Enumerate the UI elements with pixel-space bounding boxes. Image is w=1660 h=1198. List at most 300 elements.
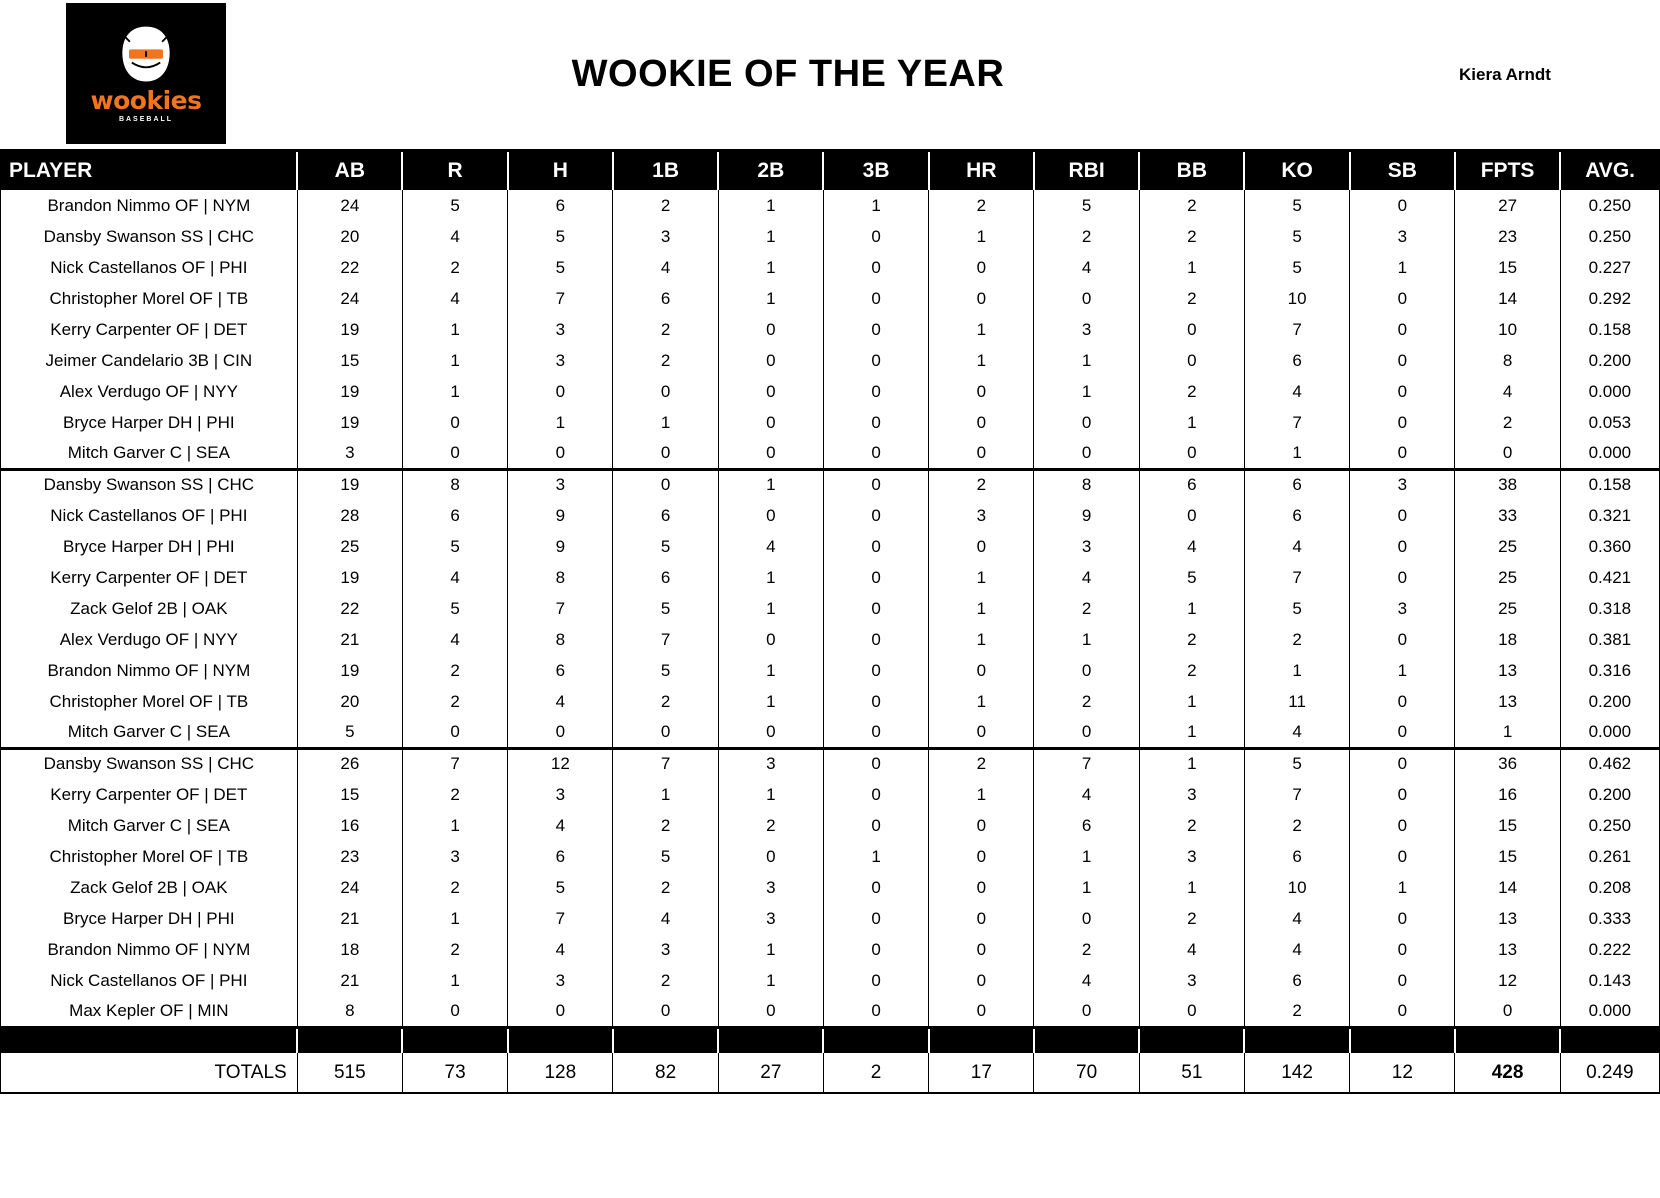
stat-cell-3b: 0	[823, 221, 928, 252]
stat-cell-rbi: 2	[1034, 593, 1139, 624]
stat-cell-2b: 0	[718, 314, 823, 345]
stat-cell-avg: 0.421	[1560, 562, 1659, 593]
stat-cell-ab: 18	[297, 934, 402, 965]
stat-cell-r: 5	[402, 190, 507, 221]
table-row	[1, 438, 1660, 469]
stat-cell-ko: 7	[1244, 562, 1349, 593]
stat-cell-sb: 0	[1350, 407, 1455, 438]
table-row	[1, 779, 1660, 810]
stat-cell-rbi: 9	[1034, 500, 1139, 531]
stat-cell-r: 0	[402, 438, 507, 469]
table-header-row	[1, 152, 1660, 190]
stat-cell-1b: 6	[613, 283, 718, 314]
stat-cell-3b: 0	[823, 314, 928, 345]
totals-rbi: 70	[1034, 1053, 1139, 1093]
stat-cell-sb: 0	[1350, 903, 1455, 934]
stat-cell-rbi: 0	[1034, 717, 1139, 748]
stat-cell-bb: 5	[1139, 562, 1244, 593]
stat-cell-h: 3	[508, 469, 613, 500]
stat-cell-3b: 0	[823, 810, 928, 841]
stat-cell-avg: 0.261	[1560, 841, 1659, 872]
stat-cell-ab: 19	[297, 655, 402, 686]
stat-cell-bb: 0	[1139, 345, 1244, 376]
stat-cell-bb: 1	[1139, 593, 1244, 624]
table-row	[1, 655, 1660, 686]
stat-cell-ko: 2	[1244, 996, 1349, 1027]
stat-cell-ko: 6	[1244, 965, 1349, 996]
stat-cell-2b: 1	[718, 562, 823, 593]
column-header-bb: BB	[1139, 152, 1244, 190]
stat-cell-sb: 0	[1350, 500, 1455, 531]
totals-3b: 2	[823, 1053, 928, 1093]
player-name-cell: Alex Verdugo OF | NYY	[1, 624, 298, 655]
stat-cell-sb: 1	[1350, 252, 1455, 283]
stat-cell-rbi: 2	[1034, 221, 1139, 252]
stat-cell-ko: 7	[1244, 407, 1349, 438]
stat-cell-fpts: 38	[1455, 469, 1560, 500]
divider-cell	[1455, 1027, 1560, 1053]
stat-cell-ab: 3	[297, 438, 402, 469]
totals-r: 73	[402, 1053, 507, 1093]
stat-cell-ko: 1	[1244, 655, 1349, 686]
stat-cell-h: 3	[508, 965, 613, 996]
stat-cell-ko: 6	[1244, 841, 1349, 872]
stat-cell-h: 5	[508, 221, 613, 252]
stat-cell-rbi: 0	[1034, 438, 1139, 469]
stat-cell-bb: 0	[1139, 500, 1244, 531]
stat-cell-avg: 0.360	[1560, 531, 1659, 562]
stat-cell-fpts: 16	[1455, 779, 1560, 810]
stat-cell-rbi: 1	[1034, 345, 1139, 376]
totals-label: TOTALS	[1, 1053, 298, 1093]
stat-cell-h: 1	[508, 407, 613, 438]
stat-cell-fpts: 8	[1455, 345, 1560, 376]
stat-cell-ab: 26	[297, 748, 402, 779]
stat-cell-fpts: 23	[1455, 221, 1560, 252]
stat-cell-fpts: 10	[1455, 314, 1560, 345]
stat-cell-ab: 24	[297, 283, 402, 314]
stat-cell-2b: 1	[718, 190, 823, 221]
stat-cell-r: 2	[402, 252, 507, 283]
divider-cell	[718, 1027, 823, 1053]
stat-cell-fpts: 4	[1455, 376, 1560, 407]
stat-cell-bb: 2	[1139, 190, 1244, 221]
stat-cell-sb: 0	[1350, 283, 1455, 314]
stat-cell-ab: 28	[297, 500, 402, 531]
stat-cell-rbi: 8	[1034, 469, 1139, 500]
table-row	[1, 376, 1660, 407]
stat-cell-r: 2	[402, 686, 507, 717]
stat-cell-fpts: 25	[1455, 531, 1560, 562]
stat-cell-rbi: 3	[1034, 314, 1139, 345]
stat-cell-ab: 19	[297, 562, 402, 593]
stat-cell-fpts: 36	[1455, 748, 1560, 779]
stat-cell-avg: 0.250	[1560, 221, 1659, 252]
stat-cell-avg: 0.000	[1560, 438, 1659, 469]
stat-cell-avg: 0.381	[1560, 624, 1659, 655]
divider-cell	[823, 1027, 928, 1053]
stat-cell-r: 2	[402, 655, 507, 686]
stat-cell-2b: 4	[718, 531, 823, 562]
stat-cell-1b: 0	[613, 438, 718, 469]
stat-cell-2b: 1	[718, 283, 823, 314]
stat-cell-avg: 0.200	[1560, 686, 1659, 717]
stat-cell-bb: 4	[1139, 934, 1244, 965]
stat-cell-1b: 2	[613, 314, 718, 345]
stat-cell-bb: 2	[1139, 283, 1244, 314]
stat-cell-ab: 21	[297, 624, 402, 655]
column-header-r: R	[402, 152, 507, 190]
stat-cell-sb: 1	[1350, 872, 1455, 903]
player-name-cell: Dansby Swanson SS | CHC	[1, 748, 298, 779]
stat-cell-h: 8	[508, 562, 613, 593]
stat-cell-fpts: 13	[1455, 655, 1560, 686]
stat-cell-ab: 24	[297, 190, 402, 221]
stat-cell-sb: 1	[1350, 655, 1455, 686]
stat-cell-avg: 0.053	[1560, 407, 1659, 438]
stat-cell-r: 0	[402, 407, 507, 438]
stat-cell-hr: 0	[929, 407, 1034, 438]
stat-cell-h: 7	[508, 283, 613, 314]
column-header-fpts: FPTS	[1455, 152, 1560, 190]
player-name-cell: Mitch Garver C | SEA	[1, 717, 298, 748]
table-row	[1, 965, 1660, 996]
stat-cell-2b: 0	[718, 376, 823, 407]
stat-cell-r: 5	[402, 593, 507, 624]
player-name-cell: Nick Castellanos OF | PHI	[1, 965, 298, 996]
stat-cell-hr: 0	[929, 283, 1034, 314]
stat-cell-2b: 1	[718, 252, 823, 283]
stat-cell-1b: 6	[613, 562, 718, 593]
stat-cell-1b: 5	[613, 655, 718, 686]
stat-cell-avg: 0.158	[1560, 314, 1659, 345]
stat-cell-h: 7	[508, 903, 613, 934]
stat-cell-avg: 0.316	[1560, 655, 1659, 686]
stat-cell-ko: 7	[1244, 314, 1349, 345]
stat-cell-h: 0	[508, 996, 613, 1027]
stat-cell-sb: 0	[1350, 841, 1455, 872]
divider-cell	[1139, 1027, 1244, 1053]
page-title-container	[226, 0, 1350, 149]
stat-cell-3b: 0	[823, 624, 928, 655]
stat-cell-1b: 0	[613, 996, 718, 1027]
table-row	[1, 903, 1660, 934]
stat-cell-ko: 4	[1244, 717, 1349, 748]
stat-cell-bb: 2	[1139, 903, 1244, 934]
player-name-cell: Brandon Nimmo OF | NYM	[1, 655, 298, 686]
stat-cell-h: 0	[508, 376, 613, 407]
stat-cell-ko: 10	[1244, 872, 1349, 903]
column-header-ab: AB	[297, 152, 402, 190]
stat-cell-ko: 2	[1244, 624, 1349, 655]
stat-cell-h: 9	[508, 500, 613, 531]
stat-cell-hr: 1	[929, 779, 1034, 810]
totals-2b: 27	[718, 1053, 823, 1093]
stat-cell-h: 4	[508, 810, 613, 841]
stat-cell-hr: 0	[929, 965, 1034, 996]
stat-cell-3b: 0	[823, 965, 928, 996]
stat-cell-bb: 0	[1139, 314, 1244, 345]
stat-cell-sb: 0	[1350, 562, 1455, 593]
stat-cell-1b: 5	[613, 531, 718, 562]
stat-cell-ab: 8	[297, 996, 402, 1027]
stat-cell-fpts: 18	[1455, 624, 1560, 655]
stat-cell-fpts: 13	[1455, 686, 1560, 717]
stat-cell-hr: 0	[929, 531, 1034, 562]
stat-cell-fpts: 15	[1455, 252, 1560, 283]
stat-cell-1b: 7	[613, 624, 718, 655]
stat-cell-r: 4	[402, 283, 507, 314]
stat-cell-r: 6	[402, 500, 507, 531]
stat-cell-fpts: 13	[1455, 903, 1560, 934]
stat-cell-ab: 24	[297, 872, 402, 903]
stat-cell-3b: 0	[823, 593, 928, 624]
stat-cell-sb: 0	[1350, 624, 1455, 655]
stat-cell-rbi: 4	[1034, 779, 1139, 810]
stat-cell-sb: 0	[1350, 438, 1455, 469]
stat-cell-fpts: 25	[1455, 562, 1560, 593]
stat-cell-avg: 0.000	[1560, 996, 1659, 1027]
table-row	[1, 252, 1660, 283]
stat-cell-avg: 0.222	[1560, 934, 1659, 965]
stat-cell-bb: 3	[1139, 779, 1244, 810]
stat-cell-3b: 0	[823, 283, 928, 314]
player-name-cell: Zack Gelof 2B | OAK	[1, 593, 298, 624]
table-row	[1, 190, 1660, 221]
player-name-cell: Alex Verdugo OF | NYY	[1, 376, 298, 407]
stat-cell-2b: 1	[718, 221, 823, 252]
stat-cell-rbi: 1	[1034, 841, 1139, 872]
stat-cell-1b: 2	[613, 190, 718, 221]
stat-cell-hr: 1	[929, 686, 1034, 717]
table-row	[1, 748, 1660, 779]
stat-cell-3b: 0	[823, 655, 928, 686]
stat-cell-2b: 3	[718, 748, 823, 779]
stat-cell-bb: 0	[1139, 438, 1244, 469]
player-name-cell: Mitch Garver C | SEA	[1, 810, 298, 841]
stat-cell-3b: 0	[823, 438, 928, 469]
stat-cell-r: 1	[402, 965, 507, 996]
stat-cell-3b: 0	[823, 469, 928, 500]
stat-cell-2b: 1	[718, 934, 823, 965]
stat-cell-1b: 5	[613, 841, 718, 872]
stat-cell-ko: 5	[1244, 190, 1349, 221]
player-name-cell: Dansby Swanson SS | CHC	[1, 469, 298, 500]
stat-cell-h: 4	[508, 934, 613, 965]
player-name-cell: Nick Castellanos OF | PHI	[1, 252, 298, 283]
stat-cell-ab: 20	[297, 221, 402, 252]
stat-cell-ko: 4	[1244, 934, 1349, 965]
player-name-cell: Bryce Harper DH | PHI	[1, 407, 298, 438]
wookie-face-icon	[111, 24, 181, 86]
stat-cell-bb: 4	[1139, 531, 1244, 562]
stat-cell-h: 7	[508, 593, 613, 624]
stat-cell-2b: 0	[718, 717, 823, 748]
stat-cell-fpts: 33	[1455, 500, 1560, 531]
stat-cell-rbi: 4	[1034, 252, 1139, 283]
table-row	[1, 500, 1660, 531]
stat-cell-bb: 2	[1139, 221, 1244, 252]
stat-cell-3b: 0	[823, 686, 928, 717]
stat-cell-3b: 0	[823, 252, 928, 283]
player-name-cell: Brandon Nimmo OF | NYM	[1, 190, 298, 221]
stat-cell-rbi: 1	[1034, 624, 1139, 655]
stat-cell-fpts: 14	[1455, 872, 1560, 903]
logo-subtitle: BASEBALL	[118, 116, 174, 123]
table-row	[1, 810, 1660, 841]
stat-cell-avg: 0.200	[1560, 779, 1659, 810]
stat-cell-fpts: 1	[1455, 717, 1560, 748]
table-row	[1, 314, 1660, 345]
stat-cell-avg: 0.250	[1560, 190, 1659, 221]
totals-row	[1, 1053, 1660, 1093]
column-header-avg: AVG.	[1560, 152, 1659, 190]
stat-cell-fpts: 27	[1455, 190, 1560, 221]
stat-cell-r: 2	[402, 779, 507, 810]
stat-cell-2b: 0	[718, 841, 823, 872]
table-row	[1, 469, 1660, 500]
player-name-cell: Bryce Harper DH | PHI	[1, 531, 298, 562]
totals-sb: 12	[1350, 1053, 1455, 1093]
stat-cell-2b: 1	[718, 779, 823, 810]
stat-cell-r: 4	[402, 562, 507, 593]
player-name-cell: Max Kepler OF | MIN	[1, 996, 298, 1027]
stat-cell-hr: 0	[929, 717, 1034, 748]
stat-cell-fpts: 0	[1455, 438, 1560, 469]
stat-cell-hr: 0	[929, 438, 1034, 469]
stat-cell-fpts: 15	[1455, 810, 1560, 841]
stat-cell-sb: 0	[1350, 190, 1455, 221]
table-row	[1, 872, 1660, 903]
player-name-cell: Kerry Carpenter OF | DET	[1, 314, 298, 345]
stat-cell-rbi: 1	[1034, 376, 1139, 407]
stat-cell-sb: 0	[1350, 965, 1455, 996]
stat-cell-2b: 0	[718, 407, 823, 438]
stat-cell-r: 1	[402, 314, 507, 345]
stat-cell-ab: 19	[297, 376, 402, 407]
stat-cell-r: 1	[402, 810, 507, 841]
stat-cell-bb: 1	[1139, 407, 1244, 438]
stat-cell-3b: 0	[823, 779, 928, 810]
stat-cell-r: 8	[402, 469, 507, 500]
stat-cell-2b: 0	[718, 996, 823, 1027]
column-header-h: H	[508, 152, 613, 190]
stat-cell-ko: 4	[1244, 531, 1349, 562]
table-row	[1, 624, 1660, 655]
table-row	[1, 686, 1660, 717]
stat-cell-ab: 19	[297, 407, 402, 438]
stat-cell-ko: 5	[1244, 748, 1349, 779]
stat-cell-ko: 4	[1244, 903, 1349, 934]
stat-cell-bb: 2	[1139, 376, 1244, 407]
divider-cell	[1034, 1027, 1139, 1053]
stat-cell-h: 6	[508, 190, 613, 221]
stat-cell-rbi: 6	[1034, 810, 1139, 841]
stat-cell-ab: 19	[297, 469, 402, 500]
stat-cell-2b: 1	[718, 965, 823, 996]
player-name-cell: Dansby Swanson SS | CHC	[1, 221, 298, 252]
stat-cell-h: 5	[508, 252, 613, 283]
stat-cell-avg: 0.227	[1560, 252, 1659, 283]
stat-cell-fpts: 14	[1455, 283, 1560, 314]
stat-cell-hr: 0	[929, 252, 1034, 283]
stat-cell-1b: 4	[613, 903, 718, 934]
player-name-cell: Christopher Morel OF | TB	[1, 686, 298, 717]
player-name-cell: Kerry Carpenter OF | DET	[1, 562, 298, 593]
divider-cell	[1, 1027, 298, 1053]
stat-cell-ab: 15	[297, 779, 402, 810]
player-name-cell: Christopher Morel OF | TB	[1, 283, 298, 314]
stat-cell-1b: 0	[613, 469, 718, 500]
stat-cell-1b: 1	[613, 407, 718, 438]
stat-cell-bb: 3	[1139, 965, 1244, 996]
stat-cell-hr: 0	[929, 841, 1034, 872]
stat-cell-ko: 10	[1244, 283, 1349, 314]
player-name-cell: Zack Gelof 2B | OAK	[1, 872, 298, 903]
stat-cell-ab: 15	[297, 345, 402, 376]
stat-cell-rbi: 5	[1034, 190, 1139, 221]
stat-cell-avg: 0.333	[1560, 903, 1659, 934]
stat-cell-sb: 3	[1350, 593, 1455, 624]
stat-cell-fpts: 12	[1455, 965, 1560, 996]
stat-cell-rbi: 0	[1034, 903, 1139, 934]
stat-cell-avg: 0.000	[1560, 376, 1659, 407]
column-header-3b: 3B	[823, 152, 928, 190]
stat-cell-3b: 0	[823, 531, 928, 562]
divider-cell	[613, 1027, 718, 1053]
divider-cell	[1560, 1027, 1659, 1053]
stat-cell-sb: 3	[1350, 469, 1455, 500]
player-name-cell: Brandon Nimmo OF | NYM	[1, 934, 298, 965]
stat-cell-ko: 5	[1244, 252, 1349, 283]
totals-h: 128	[508, 1053, 613, 1093]
stat-cell-fpts: 2	[1455, 407, 1560, 438]
stat-cell-ab: 22	[297, 593, 402, 624]
stat-cell-ab: 21	[297, 965, 402, 996]
stat-cell-ab: 19	[297, 314, 402, 345]
stat-cell-hr: 0	[929, 810, 1034, 841]
stat-cell-h: 3	[508, 345, 613, 376]
logo-wordmark: wookies	[90, 86, 202, 115]
table-row	[1, 996, 1660, 1027]
stat-cell-r: 2	[402, 934, 507, 965]
sheet-header	[0, 0, 1660, 152]
stat-cell-ko: 11	[1244, 686, 1349, 717]
stat-cell-1b: 7	[613, 748, 718, 779]
stat-cell-hr: 1	[929, 221, 1034, 252]
stat-cell-h: 4	[508, 686, 613, 717]
header-left-spacer	[0, 0, 66, 149]
stat-cell-bb: 1	[1139, 686, 1244, 717]
table-body	[1, 190, 1660, 1093]
stat-cell-sb: 0	[1350, 686, 1455, 717]
stat-cell-hr: 2	[929, 469, 1034, 500]
stat-cell-r: 1	[402, 903, 507, 934]
stat-cell-h: 0	[508, 438, 613, 469]
player-name-cell: Christopher Morel OF | TB	[1, 841, 298, 872]
stat-cell-hr: 3	[929, 500, 1034, 531]
stat-cell-2b: 1	[718, 686, 823, 717]
stat-cell-ab: 20	[297, 686, 402, 717]
stat-cell-1b: 3	[613, 221, 718, 252]
stat-cell-r: 3	[402, 841, 507, 872]
stat-cell-hr: 1	[929, 562, 1034, 593]
player-name-cell: Bryce Harper DH | PHI	[1, 903, 298, 934]
divider-cell	[1350, 1027, 1455, 1053]
stat-cell-bb: 1	[1139, 872, 1244, 903]
stat-cell-hr: 1	[929, 314, 1034, 345]
stat-cell-h: 6	[508, 841, 613, 872]
